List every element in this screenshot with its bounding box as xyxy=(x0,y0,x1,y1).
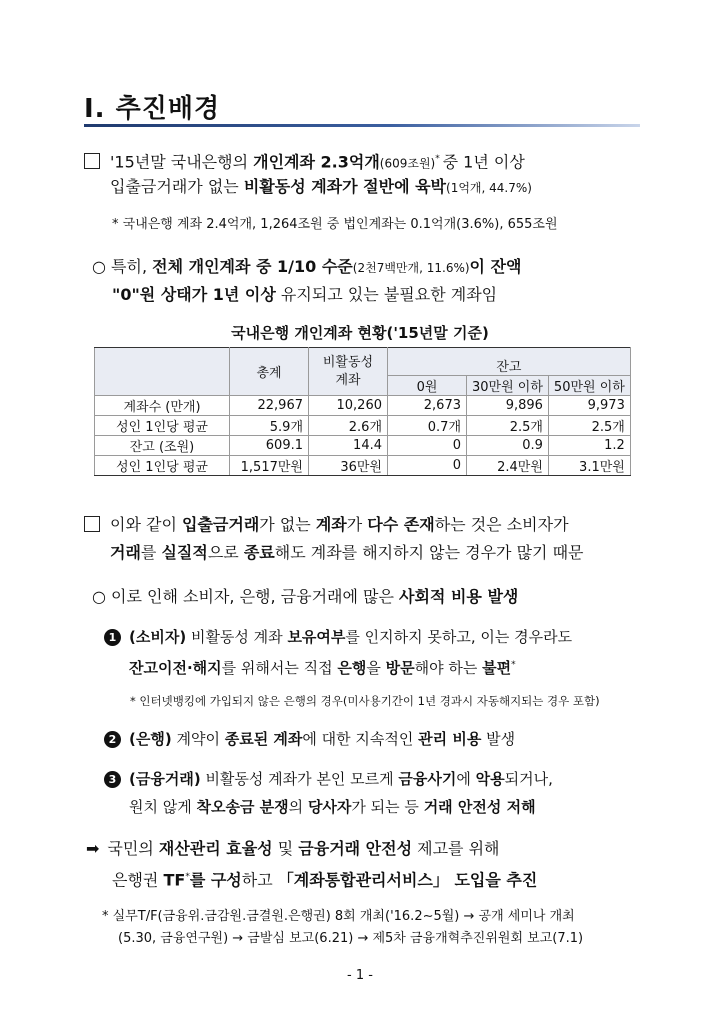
item-1-line-1: 1 (소비자) 비활동성 계좌 보유여부를 인지하지 못하고, 이는 경우라도 xyxy=(104,626,572,648)
footnote-2: * 인터넷뱅킹에 가입되지 않은 은행의 경우(미사용기간이 1년 경과시 자동해지되는 경우 포함) xyxy=(130,694,600,708)
item-2: 2 (은행) 계약이 종료된 계좌에 대한 지속적인 관리 비용 발생 xyxy=(104,728,515,750)
footnote-1: * 국내은행 계좌 2.4억개, 1,264조원 중 법인계좌는 0.1억개(3.6%), 655조원 xyxy=(112,217,558,232)
footnote-3-line-2: (5.30, 금융연구원) → 금발심 보고(6.21) → 제5차 금융개혁추진위원회 보고(7.1) xyxy=(118,931,584,946)
header-balance: 잔고 xyxy=(388,356,631,376)
paragraph-1-line-2: 입출금거래가 없는 비활동성 계좌가 절반에 육박(1억개, 44.7%) xyxy=(110,177,532,196)
circled-number-icon: 1 xyxy=(104,629,121,646)
circled-number-icon: 3 xyxy=(104,771,121,788)
table-row: 잔고 (조원) 609.1 14.4 0 0.9 1.2 xyxy=(95,436,631,456)
title-underline xyxy=(84,124,640,127)
table-row: 성인 1인당 평균 5.9개 2.6개 0.7개 2.5개 2.5개 xyxy=(95,416,631,436)
header-zero: 0원 xyxy=(388,376,467,396)
header-50: 50만원 이하 xyxy=(548,376,630,396)
paragraph-2-line-1: ○ 특히, 전체 개인계좌 중 1/10 수준(2천7백만개, 11.6%)이 잔액 xyxy=(92,257,522,276)
header-inactive: 비활동성 계좌 xyxy=(309,348,388,396)
header-30: 30만원 이하 xyxy=(467,376,549,396)
account-status-table xyxy=(94,347,631,476)
item-1-line-2: 잔고이전·해지를 위해서는 직접 은행을 방문해야 하는 불편* xyxy=(129,659,516,677)
page-number: - 1 - xyxy=(347,968,373,983)
checkbox-bullet-icon xyxy=(84,516,100,532)
table-title: 국내은행 개인계좌 현황('15년말 기준) xyxy=(231,324,489,342)
table-row: 계좌수 (만개) 22,967 10,260 2,673 9,896 9,973 xyxy=(95,396,631,416)
header-total: 총계 xyxy=(230,348,309,396)
paragraph-3-line-2: 거래를 실질적으로 종료해도 계좌를 해지하지 않는 경우가 많기 때문 xyxy=(110,543,584,562)
arrow-right-icon: ➡ xyxy=(86,839,100,858)
table-header-corner xyxy=(95,348,230,396)
section-title: Ⅰ. 추진배경 xyxy=(84,94,221,124)
circled-number-icon: 2 xyxy=(104,731,121,748)
header-balance-top xyxy=(388,348,631,357)
conclusion-line-2: 은행권 TF*를 구성하고 「계좌통합관리서비스」 도입을 추진 xyxy=(112,870,538,890)
item-3-line-2: 원치 않게 착오송금 분쟁의 당사자가 되는 등 거래 안전성 저해 xyxy=(129,798,536,816)
paragraph-1-line-1: '15년말 국내은행의 개인계좌 2.3억개(609조원)* 중 1년 이상 xyxy=(84,148,525,174)
conclusion-line-1: ➡ 국민의 재산관리 효율성 및 금융거래 안전성 제고를 위해 xyxy=(86,839,500,858)
paragraph-4: ○ 이로 인해 소비자, 은행, 금융거래에 많은 사회적 비용 발생 xyxy=(92,587,519,606)
item-3-line-1: 3 (금융거래) 비활동성 계좌가 본인 모르게 금융사기에 악용되거나, xyxy=(104,768,553,790)
paragraph-3-line-1: 이와 같이 입출금거래가 없는 계좌가 다수 존재하는 것은 소비자가 xyxy=(84,514,569,536)
table-row: 성인 1인당 평균 1,517만원 36만원 0 2.4만원 3.1만원 xyxy=(95,456,631,476)
checkbox-bullet-icon xyxy=(84,153,100,169)
footnote-3-line-1: * 실무T/F(금융위.금감원.금결원.은행권) 8회 개최('16.2∼5월) → 공개 세미나 개최 xyxy=(102,909,575,924)
paragraph-2-line-2: "0"원 상태가 1년 이상 유지되고 있는 불필요한 계좌임 xyxy=(112,285,498,304)
